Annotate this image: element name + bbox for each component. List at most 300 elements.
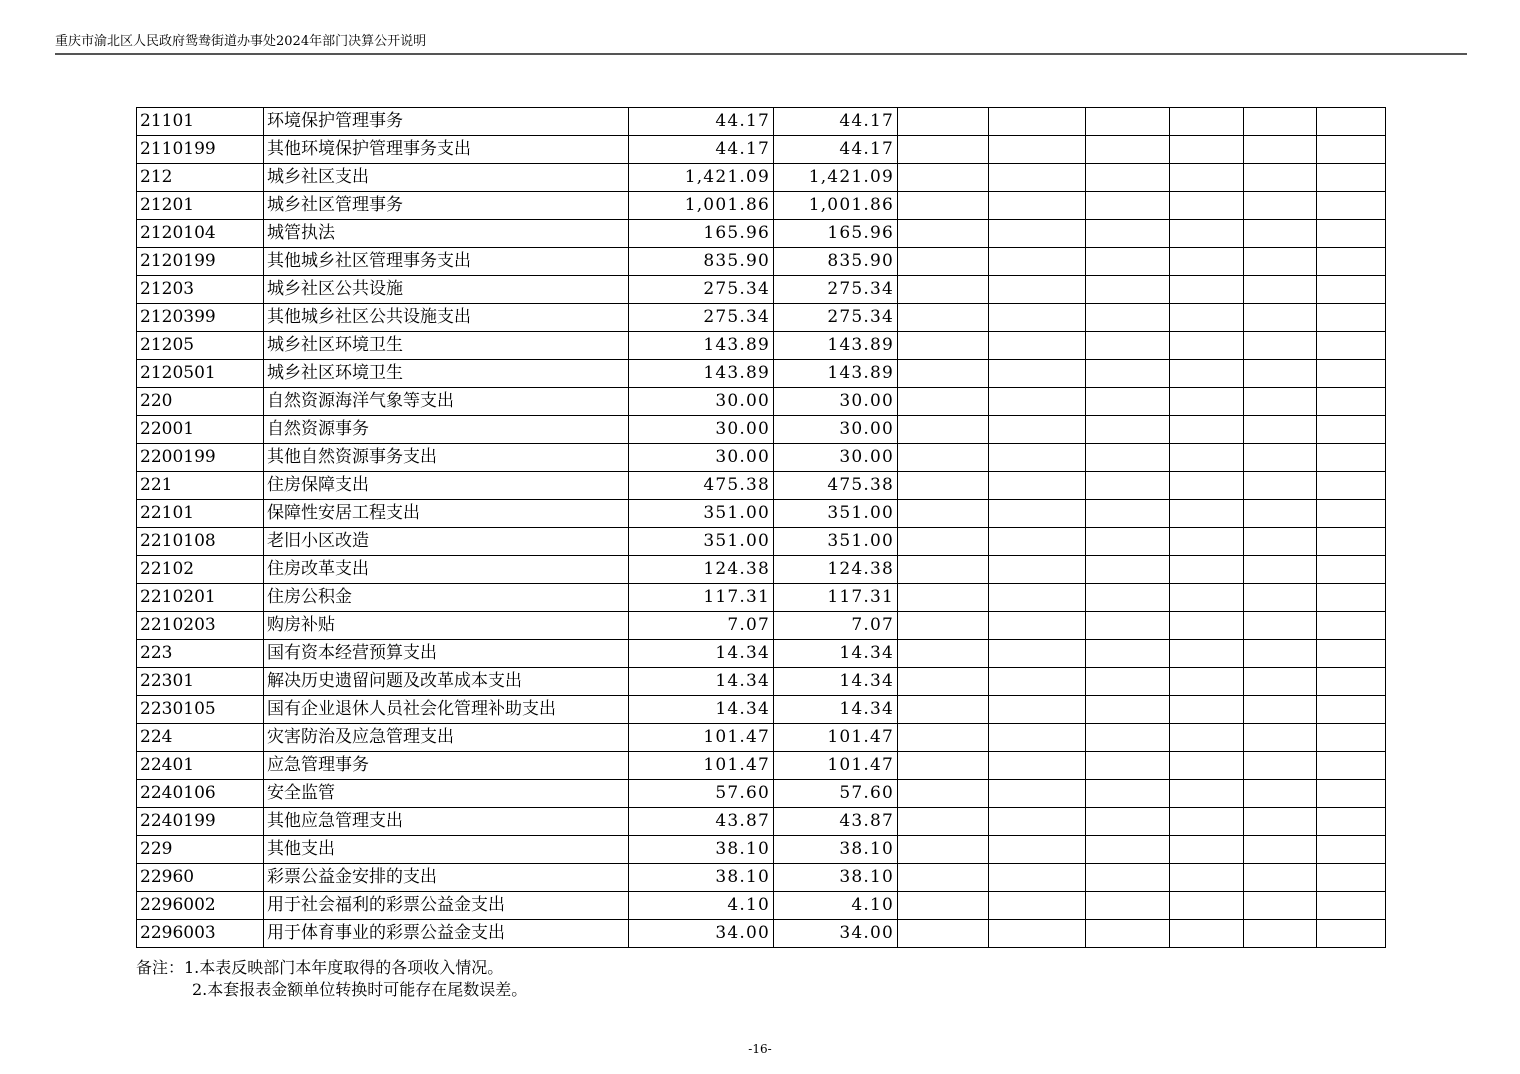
empty-cell	[1086, 584, 1170, 612]
total-amount-cell: 44.17	[629, 136, 774, 164]
empty-cell	[898, 192, 989, 220]
empty-cell	[1317, 556, 1386, 584]
empty-cell	[1244, 752, 1317, 780]
subject-name-cell: 自然资源海洋气象等支出	[264, 388, 629, 416]
table-row	[137, 416, 1386, 444]
empty-cell	[1086, 864, 1170, 892]
empty-cell	[1317, 920, 1386, 948]
empty-cell	[898, 696, 989, 724]
subject-code-cell: 220	[137, 388, 264, 416]
empty-cell	[1170, 920, 1244, 948]
total-amount-cell: 4.10	[629, 892, 774, 920]
empty-cell	[898, 612, 989, 640]
empty-cell	[898, 304, 989, 332]
total-amount-cell: 1,421.09	[629, 164, 774, 192]
empty-cell	[898, 780, 989, 808]
empty-cell	[1086, 640, 1170, 668]
empty-cell	[1170, 668, 1244, 696]
empty-cell	[898, 752, 989, 780]
fiscal-amount-cell: 351.00	[774, 528, 898, 556]
table-row	[137, 164, 1386, 192]
fiscal-amount-cell: 165.96	[774, 220, 898, 248]
empty-cell	[1244, 724, 1317, 752]
table-row	[137, 500, 1386, 528]
fiscal-amount-cell: 34.00	[774, 920, 898, 948]
table-row	[137, 304, 1386, 332]
empty-cell	[1170, 640, 1244, 668]
empty-cell	[1086, 528, 1170, 556]
empty-cell	[1086, 416, 1170, 444]
empty-cell	[1170, 388, 1244, 416]
fiscal-amount-cell: 38.10	[774, 864, 898, 892]
subject-code-cell: 22301	[137, 668, 264, 696]
subject-code-cell: 2110199	[137, 136, 264, 164]
empty-cell	[1244, 332, 1317, 360]
empty-cell	[989, 696, 1086, 724]
empty-cell	[1317, 332, 1386, 360]
empty-cell	[1086, 108, 1170, 136]
notes-section	[136, 957, 527, 1001]
empty-cell	[1170, 696, 1244, 724]
subject-code-cell: 21203	[137, 276, 264, 304]
table-row	[137, 864, 1386, 892]
fiscal-amount-cell: 57.60	[774, 780, 898, 808]
empty-cell	[989, 108, 1086, 136]
empty-cell	[1317, 724, 1386, 752]
empty-cell	[1086, 724, 1170, 752]
subject-code-cell: 223	[137, 640, 264, 668]
total-amount-cell: 43.87	[629, 808, 774, 836]
empty-cell	[898, 416, 989, 444]
empty-cell	[1244, 696, 1317, 724]
empty-cell	[1317, 584, 1386, 612]
empty-cell	[1317, 164, 1386, 192]
note-line-1: 备注：1.本表反映部门本年度取得的各项收入情况。	[136, 958, 504, 977]
fiscal-amount-cell: 1,421.09	[774, 164, 898, 192]
empty-cell	[1244, 304, 1317, 332]
empty-cell	[898, 920, 989, 948]
empty-cell	[1170, 528, 1244, 556]
empty-cell	[1317, 136, 1386, 164]
empty-cell	[1170, 108, 1244, 136]
empty-cell	[1317, 192, 1386, 220]
empty-cell	[1170, 276, 1244, 304]
subject-name-cell: 其他支出	[264, 836, 629, 864]
empty-cell	[1086, 556, 1170, 584]
table-body	[137, 108, 1386, 948]
empty-cell	[989, 416, 1086, 444]
empty-cell	[1170, 584, 1244, 612]
empty-cell	[989, 808, 1086, 836]
empty-cell	[1317, 612, 1386, 640]
fiscal-amount-cell: 44.17	[774, 136, 898, 164]
table-row	[137, 612, 1386, 640]
fiscal-amount-cell: 43.87	[774, 808, 898, 836]
empty-cell	[1244, 108, 1317, 136]
empty-cell	[898, 808, 989, 836]
empty-cell	[989, 920, 1086, 948]
subject-name-cell: 其他城乡社区公共设施支出	[264, 304, 629, 332]
total-amount-cell: 475.38	[629, 472, 774, 500]
subject-code-cell: 2240199	[137, 808, 264, 836]
table-row	[137, 556, 1386, 584]
fiscal-amount-cell: 4.10	[774, 892, 898, 920]
table-row	[137, 528, 1386, 556]
empty-cell	[1317, 780, 1386, 808]
empty-cell	[989, 164, 1086, 192]
table-row	[137, 724, 1386, 752]
empty-cell	[898, 108, 989, 136]
empty-cell	[1170, 416, 1244, 444]
fiscal-amount-cell: 117.31	[774, 584, 898, 612]
empty-cell	[1086, 696, 1170, 724]
empty-cell	[1244, 388, 1317, 416]
subject-code-cell: 2296002	[137, 892, 264, 920]
empty-cell	[1244, 192, 1317, 220]
empty-cell	[989, 248, 1086, 276]
empty-cell	[1317, 248, 1386, 276]
fiscal-amount-cell: 101.47	[774, 724, 898, 752]
empty-cell	[1244, 668, 1317, 696]
total-amount-cell: 165.96	[629, 220, 774, 248]
empty-cell	[989, 612, 1086, 640]
fiscal-amount-cell: 14.34	[774, 696, 898, 724]
subject-name-cell: 城乡社区环境卫生	[264, 360, 629, 388]
empty-cell	[1244, 864, 1317, 892]
empty-cell	[1086, 164, 1170, 192]
subject-code-cell: 2120199	[137, 248, 264, 276]
empty-cell	[1086, 136, 1170, 164]
subject-name-cell: 国有企业退休人员社会化管理补助支出	[264, 696, 629, 724]
empty-cell	[1086, 920, 1170, 948]
subject-name-cell: 其他城乡社区管理事务支出	[264, 248, 629, 276]
table-row	[137, 136, 1386, 164]
subject-name-cell: 其他应急管理支出	[264, 808, 629, 836]
total-amount-cell: 835.90	[629, 248, 774, 276]
table-row	[137, 780, 1386, 808]
total-amount-cell: 14.34	[629, 640, 774, 668]
subject-code-cell: 229	[137, 836, 264, 864]
empty-cell	[1086, 780, 1170, 808]
empty-cell	[1244, 472, 1317, 500]
total-amount-cell: 351.00	[629, 500, 774, 528]
total-amount-cell: 34.00	[629, 920, 774, 948]
table-row	[137, 668, 1386, 696]
total-amount-cell: 57.60	[629, 780, 774, 808]
empty-cell	[1317, 528, 1386, 556]
total-amount-cell: 101.47	[629, 752, 774, 780]
empty-cell	[1170, 752, 1244, 780]
empty-cell	[1244, 528, 1317, 556]
empty-cell	[1170, 444, 1244, 472]
subject-code-cell: 2210203	[137, 612, 264, 640]
subject-name-cell: 城管执法	[264, 220, 629, 248]
empty-cell	[1170, 724, 1244, 752]
subject-code-cell: 2210108	[137, 528, 264, 556]
empty-cell	[989, 136, 1086, 164]
empty-cell	[989, 360, 1086, 388]
empty-cell	[1317, 696, 1386, 724]
empty-cell	[1086, 892, 1170, 920]
table-row	[137, 388, 1386, 416]
empty-cell	[1086, 808, 1170, 836]
empty-cell	[898, 584, 989, 612]
total-amount-cell: 143.89	[629, 360, 774, 388]
subject-code-cell: 22101	[137, 500, 264, 528]
empty-cell	[989, 500, 1086, 528]
subject-code-cell: 2296003	[137, 920, 264, 948]
empty-cell	[1317, 360, 1386, 388]
subject-name-cell: 其他自然资源事务支出	[264, 444, 629, 472]
empty-cell	[898, 836, 989, 864]
empty-cell	[1086, 220, 1170, 248]
subject-name-cell: 国有资本经营预算支出	[264, 640, 629, 668]
empty-cell	[898, 248, 989, 276]
empty-cell	[1170, 808, 1244, 836]
table-row	[137, 248, 1386, 276]
empty-cell	[898, 472, 989, 500]
empty-cell	[1317, 752, 1386, 780]
table-row	[137, 332, 1386, 360]
empty-cell	[1317, 304, 1386, 332]
subject-name-cell: 老旧小区改造	[264, 528, 629, 556]
empty-cell	[1317, 808, 1386, 836]
empty-cell	[1170, 164, 1244, 192]
empty-cell	[989, 388, 1086, 416]
total-amount-cell: 275.34	[629, 276, 774, 304]
empty-cell	[1317, 444, 1386, 472]
fiscal-amount-cell: 1,001.86	[774, 192, 898, 220]
empty-cell	[1244, 920, 1317, 948]
empty-cell	[1170, 612, 1244, 640]
subject-name-cell: 城乡社区公共设施	[264, 276, 629, 304]
total-amount-cell: 124.38	[629, 556, 774, 584]
empty-cell	[989, 332, 1086, 360]
table-row	[137, 640, 1386, 668]
empty-cell	[1086, 444, 1170, 472]
fiscal-amount-cell: 14.34	[774, 640, 898, 668]
subject-code-cell: 21201	[137, 192, 264, 220]
empty-cell	[989, 892, 1086, 920]
table-row	[137, 444, 1386, 472]
subject-code-cell: 2120399	[137, 304, 264, 332]
empty-cell	[1086, 500, 1170, 528]
total-amount-cell: 7.07	[629, 612, 774, 640]
empty-cell	[898, 164, 989, 192]
empty-cell	[989, 864, 1086, 892]
table-row	[137, 472, 1386, 500]
empty-cell	[989, 668, 1086, 696]
fiscal-amount-cell: 101.47	[774, 752, 898, 780]
empty-cell	[898, 724, 989, 752]
fiscal-amount-cell: 30.00	[774, 416, 898, 444]
empty-cell	[1170, 360, 1244, 388]
empty-cell	[1317, 108, 1386, 136]
empty-cell	[1244, 780, 1317, 808]
subject-code-cell: 2230105	[137, 696, 264, 724]
subject-code-cell: 221	[137, 472, 264, 500]
empty-cell	[989, 304, 1086, 332]
empty-cell	[898, 864, 989, 892]
empty-cell	[1086, 248, 1170, 276]
empty-cell	[1170, 780, 1244, 808]
table-row	[137, 220, 1386, 248]
empty-cell	[1244, 136, 1317, 164]
total-amount-cell: 44.17	[629, 108, 774, 136]
empty-cell	[898, 640, 989, 668]
total-amount-cell: 101.47	[629, 724, 774, 752]
empty-cell	[989, 836, 1086, 864]
fiscal-amount-cell: 275.34	[774, 276, 898, 304]
empty-cell	[1244, 808, 1317, 836]
empty-cell	[1170, 304, 1244, 332]
empty-cell	[989, 724, 1086, 752]
empty-cell	[1317, 668, 1386, 696]
table-row	[137, 696, 1386, 724]
empty-cell	[898, 500, 989, 528]
empty-cell	[1317, 416, 1386, 444]
empty-cell	[1086, 276, 1170, 304]
empty-cell	[1086, 612, 1170, 640]
subject-code-cell: 2210201	[137, 584, 264, 612]
empty-cell	[989, 444, 1086, 472]
empty-cell	[1086, 388, 1170, 416]
subject-name-cell: 应急管理事务	[264, 752, 629, 780]
fiscal-amount-cell: 475.38	[774, 472, 898, 500]
total-amount-cell: 1,001.86	[629, 192, 774, 220]
fiscal-amount-cell: 30.00	[774, 388, 898, 416]
total-amount-cell: 275.34	[629, 304, 774, 332]
empty-cell	[1244, 276, 1317, 304]
empty-cell	[1244, 892, 1317, 920]
fiscal-amount-cell: 7.07	[774, 612, 898, 640]
subject-name-cell: 解决历史遗留问题及改革成本支出	[264, 668, 629, 696]
empty-cell	[1317, 276, 1386, 304]
empty-cell	[1244, 584, 1317, 612]
empty-cell	[1317, 220, 1386, 248]
subject-name-cell: 城乡社区支出	[264, 164, 629, 192]
header-divider	[55, 53, 1467, 55]
subject-code-cell: 21101	[137, 108, 264, 136]
empty-cell	[1244, 164, 1317, 192]
empty-cell	[1244, 612, 1317, 640]
subject-code-cell: 2120501	[137, 360, 264, 388]
table-row	[137, 276, 1386, 304]
fiscal-amount-cell: 30.00	[774, 444, 898, 472]
fiscal-amount-cell: 14.34	[774, 668, 898, 696]
empty-cell	[1170, 500, 1244, 528]
empty-cell	[1317, 836, 1386, 864]
empty-cell	[989, 528, 1086, 556]
fiscal-amount-cell: 143.89	[774, 360, 898, 388]
subject-name-cell: 自然资源事务	[264, 416, 629, 444]
empty-cell	[1170, 836, 1244, 864]
empty-cell	[898, 892, 989, 920]
income-expenditure-table	[136, 107, 1386, 948]
total-amount-cell: 30.00	[629, 416, 774, 444]
table-row	[137, 108, 1386, 136]
empty-cell	[898, 360, 989, 388]
fiscal-amount-cell: 275.34	[774, 304, 898, 332]
subject-name-cell: 住房改革支出	[264, 556, 629, 584]
subject-name-cell: 安全监管	[264, 780, 629, 808]
subject-name-cell: 其他环境保护管理事务支出	[264, 136, 629, 164]
empty-cell	[1170, 864, 1244, 892]
empty-cell	[1317, 500, 1386, 528]
empty-cell	[1244, 640, 1317, 668]
subject-code-cell: 2200199	[137, 444, 264, 472]
empty-cell	[989, 192, 1086, 220]
empty-cell	[1317, 472, 1386, 500]
empty-cell	[898, 556, 989, 584]
table-row	[137, 584, 1386, 612]
fiscal-amount-cell: 143.89	[774, 332, 898, 360]
subject-name-cell: 用于社会福利的彩票公益金支出	[264, 892, 629, 920]
document-header-title: 重庆市渝北区人民政府鸳鸯街道办事处2024年部门决算公开说明	[55, 34, 427, 49]
subject-name-cell: 彩票公益金安排的支出	[264, 864, 629, 892]
empty-cell	[989, 640, 1086, 668]
empty-cell	[898, 136, 989, 164]
total-amount-cell: 30.00	[629, 444, 774, 472]
table-row	[137, 360, 1386, 388]
total-amount-cell: 14.34	[629, 668, 774, 696]
empty-cell	[898, 444, 989, 472]
empty-cell	[989, 752, 1086, 780]
subject-name-cell: 城乡社区管理事务	[264, 192, 629, 220]
empty-cell	[1170, 192, 1244, 220]
empty-cell	[1086, 360, 1170, 388]
table-row	[137, 808, 1386, 836]
empty-cell	[1086, 836, 1170, 864]
empty-cell	[1170, 892, 1244, 920]
empty-cell	[1244, 248, 1317, 276]
empty-cell	[898, 220, 989, 248]
empty-cell	[1170, 556, 1244, 584]
empty-cell	[1086, 472, 1170, 500]
subject-code-cell: 21205	[137, 332, 264, 360]
subject-code-cell: 2120104	[137, 220, 264, 248]
total-amount-cell: 143.89	[629, 332, 774, 360]
empty-cell	[1244, 360, 1317, 388]
empty-cell	[1086, 752, 1170, 780]
empty-cell	[989, 220, 1086, 248]
empty-cell	[1170, 472, 1244, 500]
empty-cell	[1086, 304, 1170, 332]
page-number: -16-	[748, 1042, 772, 1056]
empty-cell	[1317, 640, 1386, 668]
subject-code-cell: 2240106	[137, 780, 264, 808]
subject-code-cell: 22401	[137, 752, 264, 780]
empty-cell	[898, 388, 989, 416]
table-row	[137, 836, 1386, 864]
empty-cell	[1244, 220, 1317, 248]
empty-cell	[989, 780, 1086, 808]
empty-cell	[1170, 248, 1244, 276]
empty-cell	[1317, 388, 1386, 416]
empty-cell	[1170, 332, 1244, 360]
fiscal-amount-cell: 351.00	[774, 500, 898, 528]
subject-code-cell: 212	[137, 164, 264, 192]
empty-cell	[1244, 416, 1317, 444]
subject-name-cell: 城乡社区环境卫生	[264, 332, 629, 360]
empty-cell	[898, 668, 989, 696]
table-row	[137, 920, 1386, 948]
subject-name-cell: 购房补贴	[264, 612, 629, 640]
subject-name-cell: 住房公积金	[264, 584, 629, 612]
empty-cell	[989, 584, 1086, 612]
empty-cell	[898, 332, 989, 360]
empty-cell	[1244, 444, 1317, 472]
